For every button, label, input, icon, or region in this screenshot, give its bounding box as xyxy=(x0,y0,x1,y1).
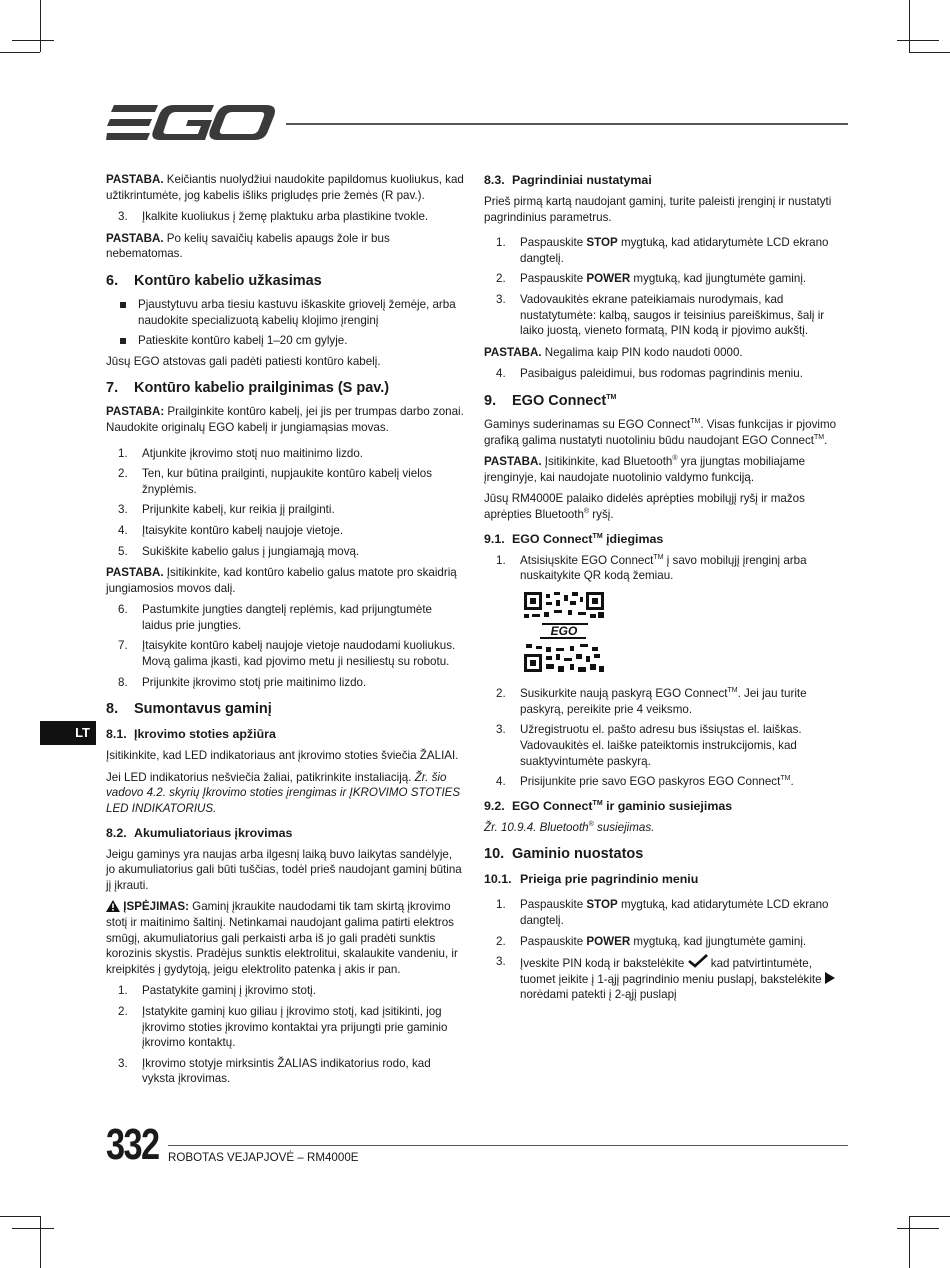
section-heading: 7. Kontūro kabelio prailginimas (S pav.) xyxy=(106,380,390,397)
note-paragraph: PASTABA: Prailginkite kontūro kabelį, jei jis per trumpas darbo zonai. Naudokite originalų EGO kabelį ir jungiamąsias movas. xyxy=(106,405,464,434)
list-item: 4. Prisijunkite prie savo EGO paskyros EGO Connect™. xyxy=(496,775,794,789)
paragraph: Jei LED indikatorius nešviečia žaliai, patikrinkite instaliaciją. Žr. šio vadovo 4.2. skyrių Įkrovimo stoties įrengimas ir ĮKROVIMO STOTIES LED INDIKATORIUS. xyxy=(106,770,461,816)
paragraph: Žr. 10.9.4. Bluetooth® susiejimas. xyxy=(484,820,655,834)
header-rule xyxy=(286,123,848,125)
steps-list xyxy=(484,366,842,382)
crop-mark xyxy=(897,1228,939,1229)
warning-paragraph: ĮSPĖJIMAS: Gaminį įkraukite naudodami tik tam skirtą įkrovimo stotį ir maitinimo šaltinį. Netinkamai naudojant galima patirti elektros smūgį, akumuliatorius gali perkaisti arba iš jo gali pradėti sunktis korozinis skystis. Pradėjus sunktis elektrolitui, skalaukite vandeniu, ir kreipkitės į gydytoją, jeigu elektrolito patenka į akis ir pan. xyxy=(106,900,458,976)
section-heading: 6. Kontūro kabelio užkasimas xyxy=(106,272,322,289)
note-paragraph: PASTABA. Keičiantis nuolydžiui naudokite papildomus kuoliukus, kad užtikrintumėte, jog kabelis išliks prigludęs prie žemės (R pav.). xyxy=(106,173,464,202)
crop-mark xyxy=(909,1216,950,1217)
crop-mark xyxy=(0,1216,40,1217)
steps-list xyxy=(484,686,842,790)
list-item: 3. Įveskite PIN kodą ir bakstelėkite kad patvirtintumėte, tuomet įeikite į 1-ąjį pagrindinio meniu puslapį, bakstelėkite norėdami patekti į 2-ąjį puslapį xyxy=(484,954,842,1003)
footer-rule xyxy=(168,1145,848,1146)
list-item: 1. Paspauskite STOP mygtuką, kad atidarytumėte LCD ekrano dangtelį. xyxy=(496,898,829,928)
section-heading: 10. Gaminio nuostatos xyxy=(484,846,644,863)
paragraph: Jeigu gaminys yra naujas arba ilgesnį laiką buvo laikytas sandėlyje, jo akumuliatorius gali būti tuščias, todėl prieš naudojant gaminį būtina jį įkrauti. xyxy=(106,847,462,892)
list-item: 3. Prijunkite kabelį, kur reikia jį prailginti. xyxy=(118,503,335,517)
section-heading: 9. EGO Connect™ xyxy=(484,392,617,409)
steps-list xyxy=(106,446,464,560)
list-item: 2. Paspauskite POWER mygtuką, kad įjungtumėte gaminį. xyxy=(496,272,807,286)
list-item: Patieskite kontūro kabelį 1–20 cm gylyje. xyxy=(106,333,464,349)
list-item: 1. Atjunkite įkrovimo stotį nuo maitinimo lizdo. xyxy=(118,446,364,460)
steps-list xyxy=(106,602,464,690)
list-item: 1. Atsisiųskite EGO Connect™ į savo mobilųjį įrenginį arba nuskaitykite QR kodą žemiau. xyxy=(496,553,807,583)
list-item: 1. Paspauskite STOP mygtuką, kad atidarytumėte LCD ekrano dangtelį. xyxy=(496,236,829,265)
paragraph: Jūsų EGO atstovas gali padėti patiesti kontūro kabelį. xyxy=(106,354,381,368)
subsection-heading: 9.1. EGO Connect™ įdiegimas xyxy=(484,531,664,546)
paragraph: Įsitikinkite, kad LED indikatoriaus ant įkrovimo stoties šviečia ŽALIAI. xyxy=(106,749,459,763)
note-paragraph: PASTABA. Po kelių savaičių kabelis apaugs žole ir bus nebematomas. xyxy=(106,231,390,261)
steps-list xyxy=(484,897,842,1003)
footer-title: ROBOTAS VEJAPJOVĖ – RM4000E xyxy=(168,1151,359,1164)
crop-mark xyxy=(40,0,41,52)
list-item: 2. Įstatykite gaminį kuo giliau į įkrovimo stotį, kad įsitikinti, jog įkrovimo stoties įkrovimo kontaktai yra prijungti prie gaminio įkrovimo kontaktų. xyxy=(118,1004,448,1050)
list-item: 2. Paspauskite POWER mygtuką, kad įjungtumėte gaminį. xyxy=(496,934,807,948)
page-number: 332 xyxy=(106,1120,159,1169)
steps-list xyxy=(484,235,842,339)
warning-icon xyxy=(106,900,120,912)
crop-mark xyxy=(897,40,939,41)
subsection-heading: 8.3. Pagrindiniai nustatymai xyxy=(484,173,652,187)
ego-logo xyxy=(106,103,276,143)
list-item: 2. Susikurkite naują paskyrą EGO Connect™. Jei jau turite paskyrą, pereikite prie 4 veiksmo. xyxy=(496,687,807,716)
note-paragraph: PASTABA. Įsitikinkite, kad Bluetooth® yra įjungtas mobiliajame įrenginyje, kai naudojate nuotolinio valdymo funkciją. xyxy=(484,455,806,484)
list-item: 8. Prijunkite įkrovimo stotį prie maitinimo lizdo. xyxy=(118,675,367,689)
right-column xyxy=(484,172,842,1009)
crop-mark xyxy=(12,1228,54,1229)
list-item: 4. Pasibaigus paleidimui, bus rodomas pagrindinis meniu. xyxy=(496,367,803,381)
subsection-heading: 8.2. Akumuliatoriaus įkrovimas xyxy=(106,825,293,840)
list-item: 6. Pastumkite jungties dangtelį replėmis, kad prijungtumėte laidus prie jungties. xyxy=(118,603,432,632)
steps-list xyxy=(106,209,464,225)
steps-list xyxy=(106,983,464,1087)
list-item: Pjaustytuvu arba tiesiu kastuvu iškaskite griovelį žemėje, arba naudokite specializuotą kabelių klojimo įrenginį xyxy=(106,297,464,328)
list-item: 3. Užregistruotu el. pašto adresu bus išsiųstas el. laiškas. Vadovaukitės el. laiške pateiktomis instrukcijomis, kad suaktyvintumėte paskyrą. xyxy=(496,723,802,768)
crop-mark xyxy=(12,40,54,41)
subsection-heading: 9.2. EGO Connect™ ir gaminio susiejimas xyxy=(484,798,733,813)
list-item: 3. Įkrovimo stotyje mirksintis ŽALIAS indikatorius rodo, kad vyksta įkrovimas. xyxy=(118,1056,431,1086)
qr-code[interactable] xyxy=(524,592,604,672)
bullet-list xyxy=(106,297,464,349)
checkmark-icon xyxy=(688,954,708,968)
left-column xyxy=(106,172,464,1093)
paragraph: Gaminys suderinamas su EGO Connect™. Visas funkcijas ir pjovimo grafiką galima nustatyti nuotoliniu būdu naudojant EGO Connect™. xyxy=(484,417,837,447)
paragraph: Jūsų RM4000E palaiko didelės aprėpties mobilųjį ryšį ir mažos aprėpties Bluetooth® ryšį. xyxy=(484,492,805,521)
crop-mark xyxy=(40,1216,41,1268)
section-heading: 8. Sumontavus gaminį xyxy=(106,701,272,718)
subsection-heading: 10.1. Prieiga prie pagrindinio meniu xyxy=(484,872,699,887)
svg-text:EGO: EGO xyxy=(550,623,578,638)
list-item: 4. Įtaisykite kontūro kabelį naujoje vietoje. xyxy=(118,523,344,537)
list-item: 5. Sukiškite kabelio galus į jungiamąją movą. xyxy=(118,544,360,558)
note-paragraph: PASTABA. Negalima kaip PIN kodo naudoti 0000. xyxy=(484,345,743,359)
language-tab: LT xyxy=(40,721,96,745)
play-arrow-icon xyxy=(825,972,835,984)
note-paragraph: PASTABA. Įsitikinkite, kad kontūro kabelio galus matote pro skaidrią jungiamosios movos dalį. xyxy=(106,566,457,595)
crop-mark xyxy=(0,52,40,53)
paragraph: Prieš pirmą kartą naudojant gaminį, turite paleisti įrenginį ir nustatyti pagrindinius parametrus. xyxy=(484,195,832,224)
crop-mark xyxy=(909,0,910,52)
steps-list xyxy=(484,553,842,584)
list-item: 3. Vadovaukitės ekrane pateikiamais nurodymais, kad nustatytumėte: kalbą, saugos ir teisinius pareiškimus, šalį ir laiko juostą, vieneto formatą, PIN kodą ir pjovimo aukštį. xyxy=(496,292,825,338)
list-item: 3. Įkalkite kuoliukus į žemę plaktuku arba plastikine tvokle. xyxy=(118,210,429,224)
list-item: 1. Pastatykite gaminį į įkrovimo stotį. xyxy=(118,984,316,998)
subsection-heading: 8.1. Įkrovimo stoties apžiūra xyxy=(106,727,276,742)
crop-mark xyxy=(909,52,950,53)
list-item: 7. Įtaisykite kontūro kabelį naujoje vietoje naudodami kuoliukus. Movą galima įkasti, kad pjovimo metu ji nesiliestų su robotu. xyxy=(118,639,456,669)
list-item: 2. Ten, kur būtina prailginti, nupjaukite kontūro kabelį vielos žnyplėmis. xyxy=(118,467,433,496)
crop-mark xyxy=(909,1216,910,1268)
